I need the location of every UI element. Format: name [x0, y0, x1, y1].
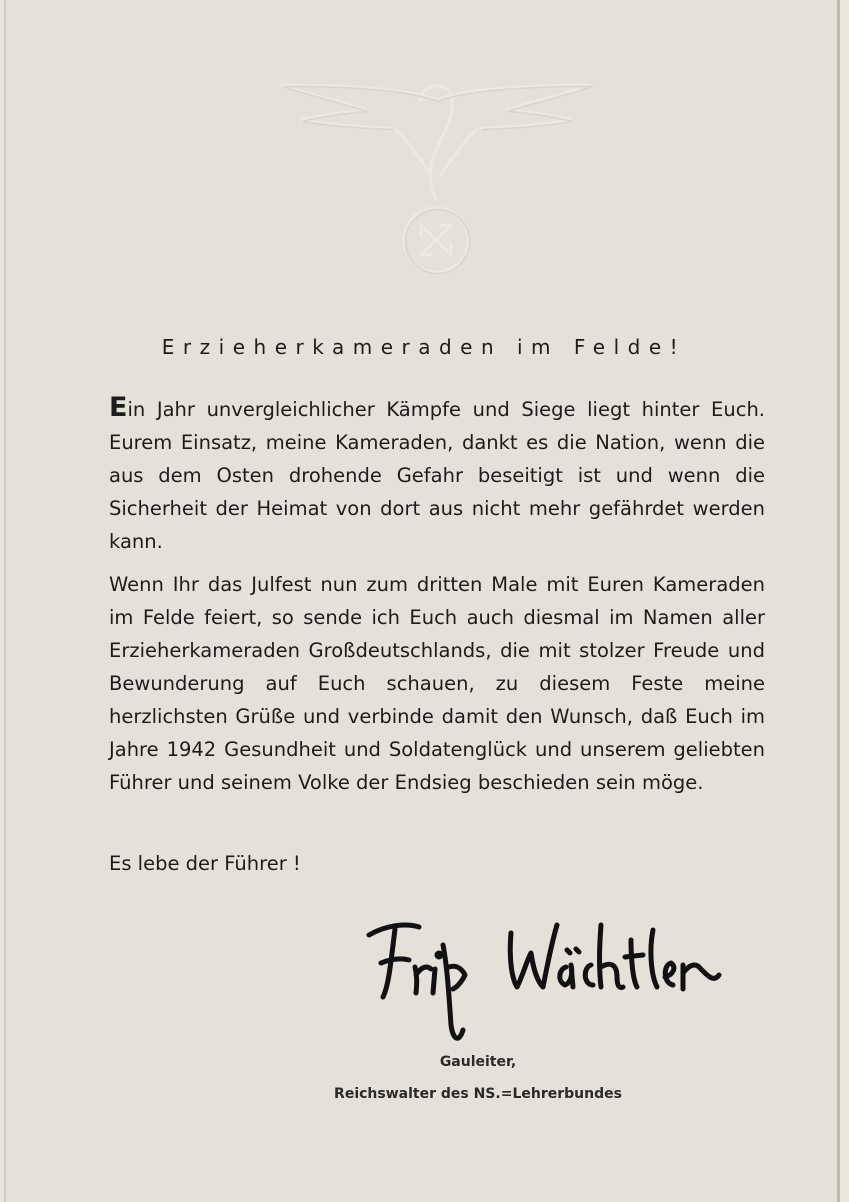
paragraph-2: Wenn Ihr das Julfest nun zum dritten Male mit Euren Kameraden im Felde feiert, so sende ich Euch auch diesmal im Namen aller Erzieherkameraden Großdeutschlands, die mit stolzer Freude und Bewunderung auf Euch schauen, zu diesem Feste meine herzlichsten Grüße und verbinde damit den Wunsch, daß Euch im Jahre 1942 Gesundheit und Soldatenglück und unserem geliebten Führer und seinem Volke der Endsieg beschieden sein möge. [109, 573, 765, 794]
handwritten-signature [361, 905, 761, 1050]
closing-salutation: Es lebe der Führer ! [109, 852, 301, 875]
initial-letter: E [109, 392, 128, 423]
signer-organization: Reichswalter des NS.=Lehrerbundes [334, 1086, 622, 1102]
signer-title: Gauleiter, [439, 1054, 517, 1070]
letter-heading: Erzieherkameraden im Felde! [161, 335, 687, 359]
embossed-eagle-emblem [271, 70, 601, 280]
letter-body [109, 393, 765, 799]
paragraph-1 [109, 393, 765, 558]
paragraph-1-text: in Jahr unvergleichlicher Kämpfe und Siege liegt hinter Euch. Eurem Einsatz, meine Kameraden, dankt es die Nation, wenn die aus dem Osten drohende Gefahr beseitigt ist und wenn die Sicherheit der Heimat von dort aus nicht mehr gefährdet werden kann. [109, 398, 765, 553]
letter-card [4, 0, 840, 1202]
